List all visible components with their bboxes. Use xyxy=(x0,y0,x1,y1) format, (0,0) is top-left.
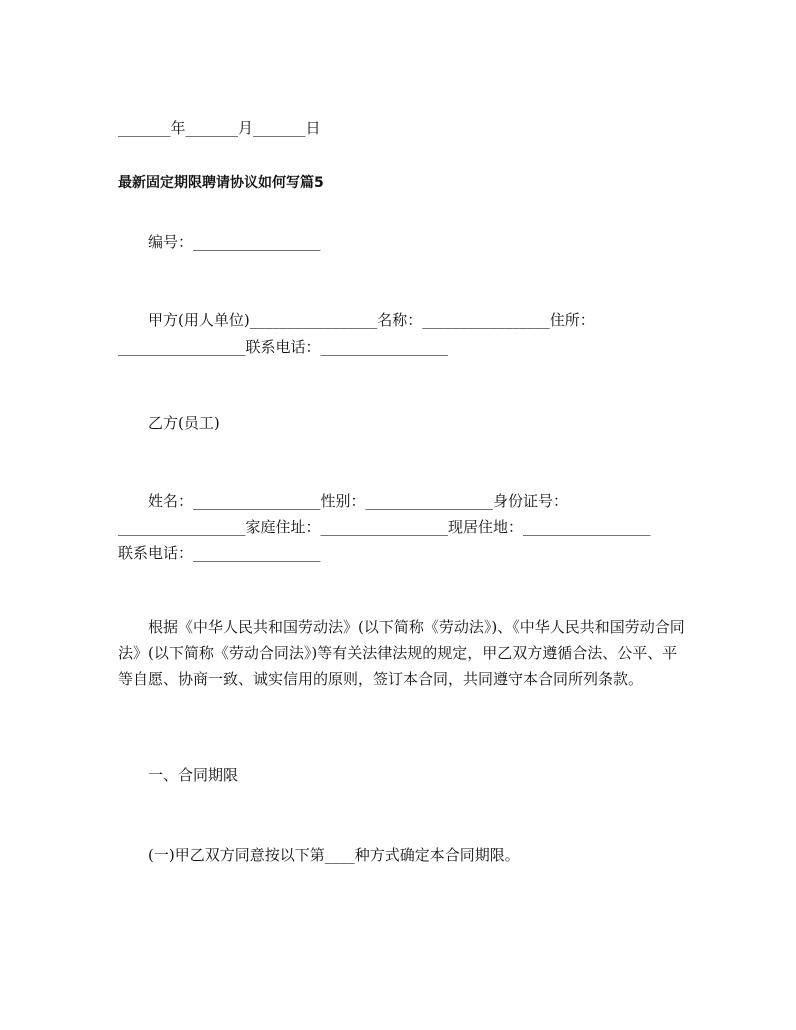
party-a-line-1: 甲方(用人单位)_________________名称：_________________住所： xyxy=(148,311,595,329)
party-b-line-2: _________________家庭住址：_________________现居住地：_________________ xyxy=(118,518,651,536)
document-heading: 最新固定期限聘请协议如何写篇5 xyxy=(118,175,324,191)
date-line: _______年_______月_______日 xyxy=(118,119,321,137)
contract-number-line: 编号：_________________ xyxy=(148,233,321,251)
clause-1: (一)甲乙双方同意按以下第____种方式确定本合同期限。 xyxy=(148,846,520,864)
section-title-contract-term: 一、合同期限 xyxy=(148,766,239,784)
intro-paragraph: 根据《中华人民共和国劳动法》(以下简称《劳动法》)、《中华人民共和国劳动合同法》(以下简称《劳动合同法》)等有关法律法规的规定，甲乙双方遵循合法、公平、平等自愿、协商一致、诚实信用的原则，签订本合同，共同遵守本合同所列条款。 xyxy=(118,618,685,688)
party-b-line-3: 联系电话：_________________ xyxy=(118,544,321,562)
party-a-line-2: _________________联系电话：_________________ xyxy=(118,338,449,356)
party-b-line-1: 姓名：_________________性别：_________________身份证号： xyxy=(148,492,569,510)
party-b-label: 乙方(员工) xyxy=(148,414,220,432)
